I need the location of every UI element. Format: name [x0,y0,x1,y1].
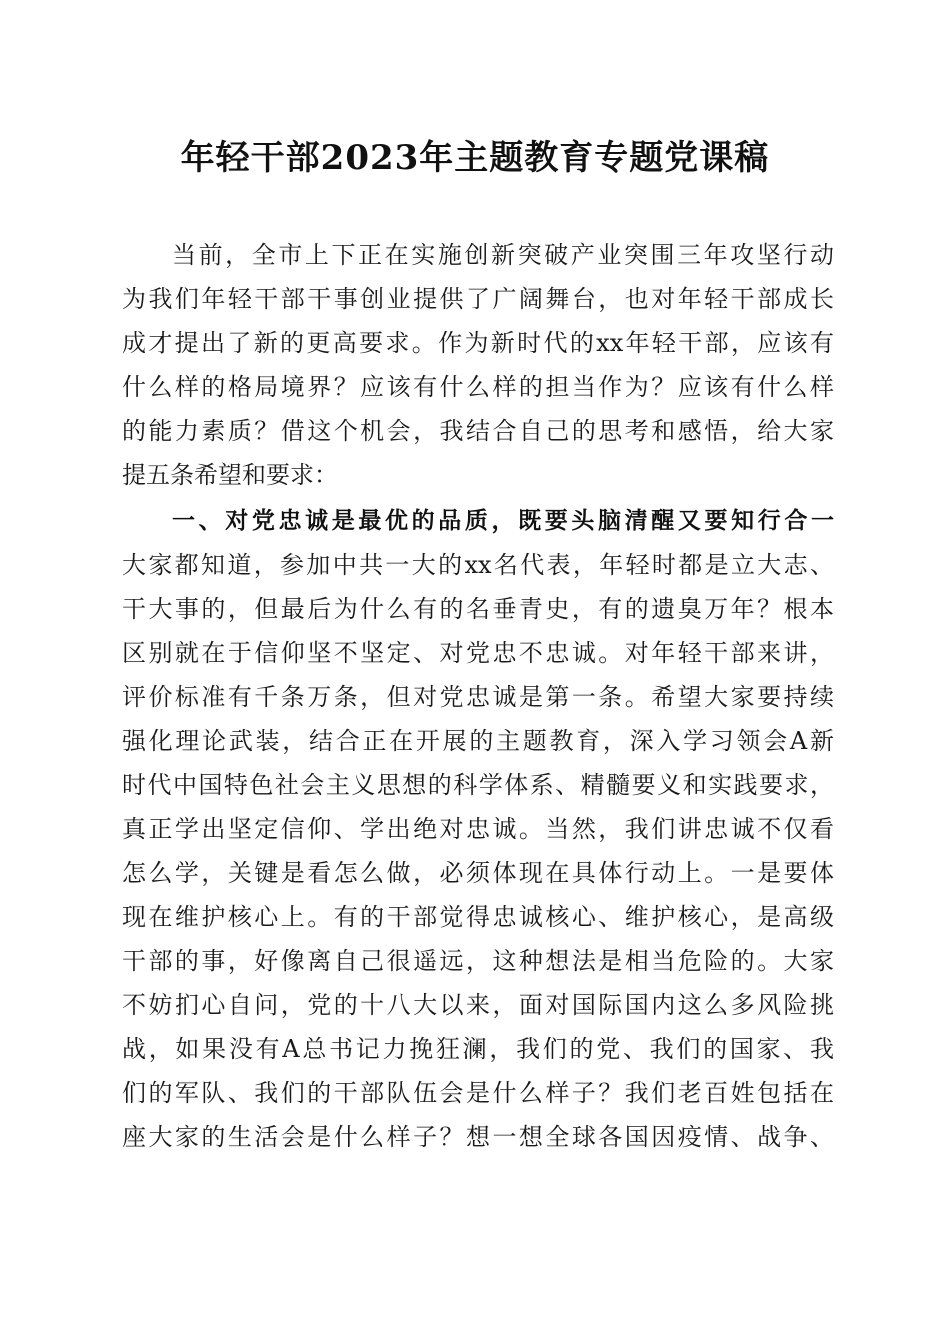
body-line: 评价标准有千条万条，但对党忠诚是第一条。希望大家要持续 [122,683,834,711]
body-line: 不妨扪心自问，党的十八大以来，面对国际国内这么多风险挑 [122,991,834,1019]
body-line: 座大家的生活会是什么样子？想一想全球各国因疫情、战争、 [122,1123,834,1151]
body-line: 干大事的，但最后为什么有的名垂青史，有的遗臭万年？根本 [122,595,834,623]
intro-line: 什么样的格局境界？应该有什么样的担当作为？应该有什么样 [122,373,834,401]
section-heading: 一、对党忠诚是最优的品质，既要头脑清醒又要知行合一 [172,508,834,534]
body-line: 大家都知道，参加中共一大的xx名代表，年轻时都是立大志、 [122,551,834,579]
body-line: 真正学出坚定信仰、学出绝对忠诚。当然，我们讲忠诚不仅看 [122,815,834,843]
intro-line: 的能力素质？借这个机会，我结合自己的思考和感悟，给大家 [122,417,834,445]
body-line: 时代中国特色社会主义思想的科学体系、精髓要义和实践要求， [122,771,834,799]
intro-line: 成才提出了新的更高要求。作为新时代的xx年轻干部，应该有 [122,329,834,357]
body-line: 区别就在于信仰坚不坚定、对党忠不忠诚。对年轻干部来讲， [122,639,834,667]
intro-line: 提五条希望和要求： [122,461,338,489]
body-line: 现在维护核心上。有的干部觉得忠诚核心、维护核心，是高级 [122,903,834,931]
body-line: 干部的事，好像离自己很遥远，这种想法是相当危险的。大家 [122,947,834,975]
body-line: 强化理论武装，结合正在开展的主题教育，深入学习领会A新 [122,727,834,755]
body-line: 怎么学，关键是看怎么做，必须体现在具体行动上。一是要体 [122,859,834,887]
intro-line: 为我们年轻干部干事创业提供了广阔舞台，也对年轻干部成长 [122,285,834,313]
document-title: 年轻干部2023年主题教育专题党课稿 [180,138,770,178]
body-line: 们的军队、我们的干部队伍会是什么样子？我们老百姓包括在 [122,1079,834,1107]
body-line: 战，如果没有A总书记力挽狂澜，我们的党、我们的国家、我 [122,1035,834,1063]
intro-line: 当前，全市上下正在实施创新突破产业突围三年攻坚行动 [172,241,834,269]
